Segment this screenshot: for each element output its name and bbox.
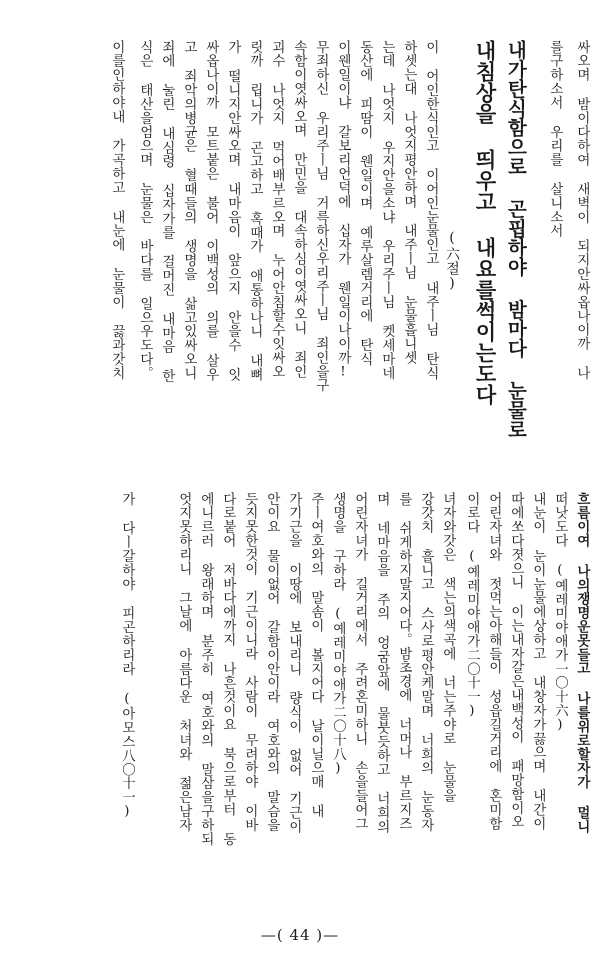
- text-column: 흐름이여 나의쟁명운못들고 나를위로할자가 멀니: [574, 492, 591, 834]
- text-column: 어린자녀와 젓먹는아해들이 성읍길거리에 혼미함: [486, 492, 502, 831]
- text-column: 싸옵나이까 모트붙은 불어 이백성의 의를 살우: [203, 40, 219, 382]
- text-column: 이 어인한식인고 이어인눈물인고 내주ㅣ님 탄식: [423, 40, 439, 380]
- text-column: 다로붙어 저바다에까지 나흔것이요 북으로부터 동: [220, 492, 236, 846]
- text-column: 강갓치 흘니고 스사로평안케말며 너희의 눈동자: [418, 492, 434, 832]
- text-column: 무죄하신 우리주ㅣ님 거륵하신우리주ㅣ님 죄인을구: [313, 40, 329, 393]
- text-column: 를구하소서 우리를 살니소서: [547, 40, 563, 238]
- text-column: 가기근을 이땅에 보내리니 량식이 없어 기근이: [286, 492, 302, 834]
- title-line: 내침상을 띄우고 내요를썩이는도다: [473, 40, 498, 405]
- text-column: 이를인하야내 가곡하고 내눈에 눈물이 끓과갓치: [109, 40, 125, 380]
- page-number: —( 44 )—: [260, 926, 340, 944]
- text-column: 주ㅣ여호와의 말솜이 볼지어다 날이닐으매 내: [308, 492, 324, 819]
- text-column: 하셋는대 나엇지평안하며 내주ㅣ님 눈물흘니셋: [401, 40, 417, 365]
- text-column: 릿까 립니가 곤고하고 혹때가 애통하나니 내뼈: [247, 40, 263, 382]
- text-column: 가 떨니지안싸오며 내마음이 앞으지 안을수 잇: [225, 40, 241, 382]
- text-column: 엇지못하리니 그날에 아름다운 처녀와 젊은남자: [176, 492, 192, 832]
- text-column: 는데 나엇지 우지안을소냐 우리주ㅣ님 켓세마네: [379, 40, 395, 380]
- text-column: 생명을 구하라 (예레미야애가二〇十八): [330, 492, 346, 777]
- text-column: 가 다ㅣ갈하야 피곤하리라 (아모스八〇十一): [119, 492, 135, 820]
- text-column: 녀자와갓은 색는의색곡에 너는주야로 눈물을: [440, 492, 456, 803]
- text-column: 고 죄악의병균은 혈때들의 생명을 삶고있싸오니: [181, 40, 197, 380]
- text-column: 따에쏘다졋으니 이는내자갈은내백성이 패망함이오: [508, 492, 524, 829]
- verse-reference: (六절): [444, 230, 460, 292]
- text-column: 이웬일이냐 갈보리언덕에 십자가 웬일이나이까!: [335, 40, 351, 380]
- text-column: 속함이엿싸오며 만민을 대속하심이엿싸오니 죄인: [291, 40, 307, 379]
- title-line: 내가탄식함으로 곤핍하야 밤마다 눈물로: [504, 40, 528, 439]
- text-column: 떠낫도다 (예레미야애가一〇十六): [552, 492, 568, 734]
- text-column: 에니르러 왕래하며 분주히 여호와의 말삼을구하되: [198, 492, 214, 846]
- text-column: 어린자녀가 길거리에서 주려혼미하니 손을들어그: [352, 492, 368, 831]
- text-column: 식은 태산을엄으며 눈물은 바다를 일으우도다。: [137, 40, 153, 380]
- text-column: 내눈이 눈이눈물에상하고 내창자가끓으며 내간이: [530, 492, 546, 831]
- text-column: 안이요 물이없어 갈함이안이라 여호와의 말슴을: [264, 492, 280, 832]
- text-column: 며 네마음을 주의 엉굼앞에 물붓듯하고 너희의: [374, 492, 390, 834]
- text-column: 이로다 (예레미야애가二〇十一): [464, 492, 480, 720]
- text-column: 싸오며 밤이다하여 새벽이 되지안싸옵나이까 나: [574, 40, 590, 380]
- text-column: 괴수 나엇지 먹어배부르오며 누어안침할수잇싸오: [269, 40, 285, 379]
- text-column: 죄에 눌린 내심령 십자가를 걸머진 내마음 한: [159, 40, 175, 384]
- text-column: 를 쉬게하지말지어다。밤초경에 너머나 부르지즈: [396, 492, 412, 831]
- text-column: 듯지못한것이 기근이니라 사람이 무려하야 이바: [242, 492, 258, 832]
- text-column: 동산에 피땀이 웬일이며 예루살렘거리에 탄식: [357, 40, 373, 367]
